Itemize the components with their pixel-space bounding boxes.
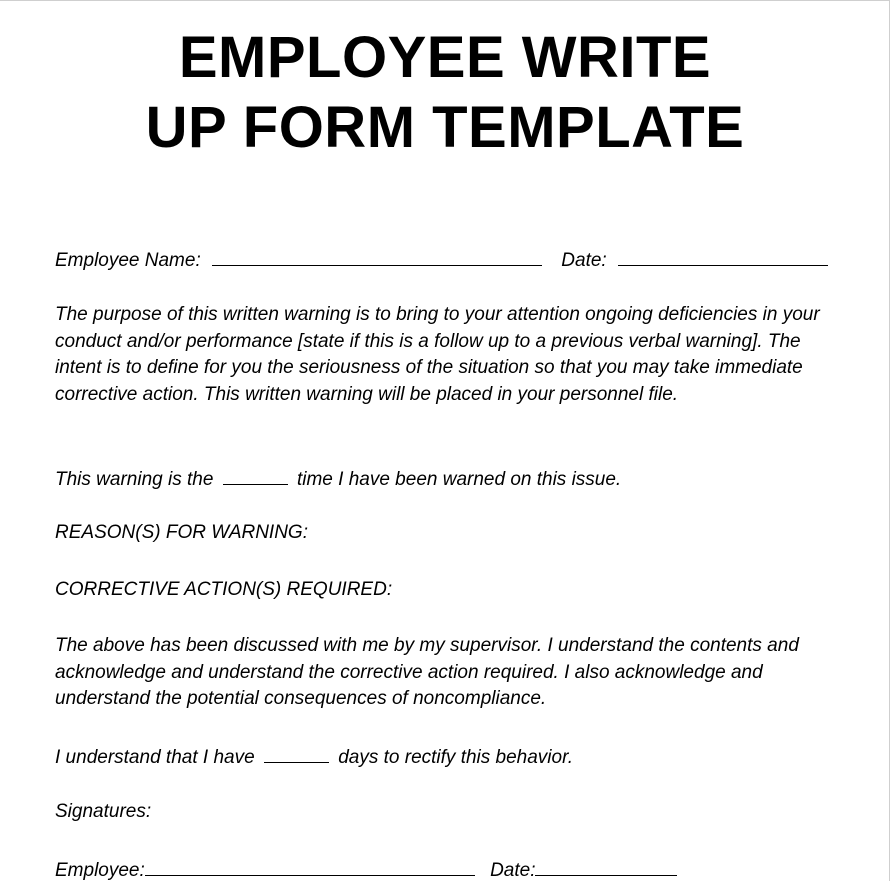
warning-count-blank[interactable]: [223, 464, 288, 485]
corrective-actions-heading: CORRECTIVE ACTION(S) REQUIRED:: [55, 579, 393, 600]
days-blank[interactable]: [264, 742, 329, 763]
employee-name-label: Employee Name:: [55, 250, 201, 271]
date-label: Date:: [561, 250, 607, 271]
signatures-heading: Signatures:: [55, 801, 152, 822]
signature-date-label: Date:: [490, 860, 536, 881]
purpose-paragraph: The purpose of this written warning is to bring to your attention ongoing deficiencies in your conduct and/or performance [state if this is a follow up to a previous verbal warning]. The intent is to define for you the seriousness of the situation so that you may take immediate corrective action. This written warning will be placed in your personnel file.: [55, 304, 820, 405]
employee-name-row: [55, 245, 845, 275]
days-prefix: I understand that I have: [55, 747, 255, 768]
warning-count-row: [55, 464, 845, 494]
date-blank[interactable]: [618, 245, 828, 266]
employee-name-blank[interactable]: [212, 245, 542, 266]
title-line-2: UP FORM TEMPLATE: [145, 95, 745, 160]
employee-signature-label: Employee:: [55, 860, 145, 881]
acknowledgement-paragraph: The above has been discussed with me by my supervisor. I understand the contents and acknowledge and understand the corrective action required. I also acknowledge and understand the potential consequences of noncompliance.: [55, 635, 799, 709]
employee-signature-blank[interactable]: [145, 855, 475, 876]
days-to-rectify-row: [55, 742, 845, 772]
title-line-1: EMPLOYEE WRITE: [178, 25, 712, 90]
warning-count-suffix: time I have been warned on this issue.: [296, 469, 622, 490]
signature-date-blank[interactable]: [535, 855, 677, 876]
days-suffix: days to rectify this behavior.: [338, 747, 573, 768]
warning-count-prefix: This warning is the: [55, 469, 214, 490]
employee-signature-row: [55, 855, 845, 885]
form-title: [0, 23, 890, 163]
reasons-heading: REASON(S) FOR WARNING:: [55, 522, 308, 543]
